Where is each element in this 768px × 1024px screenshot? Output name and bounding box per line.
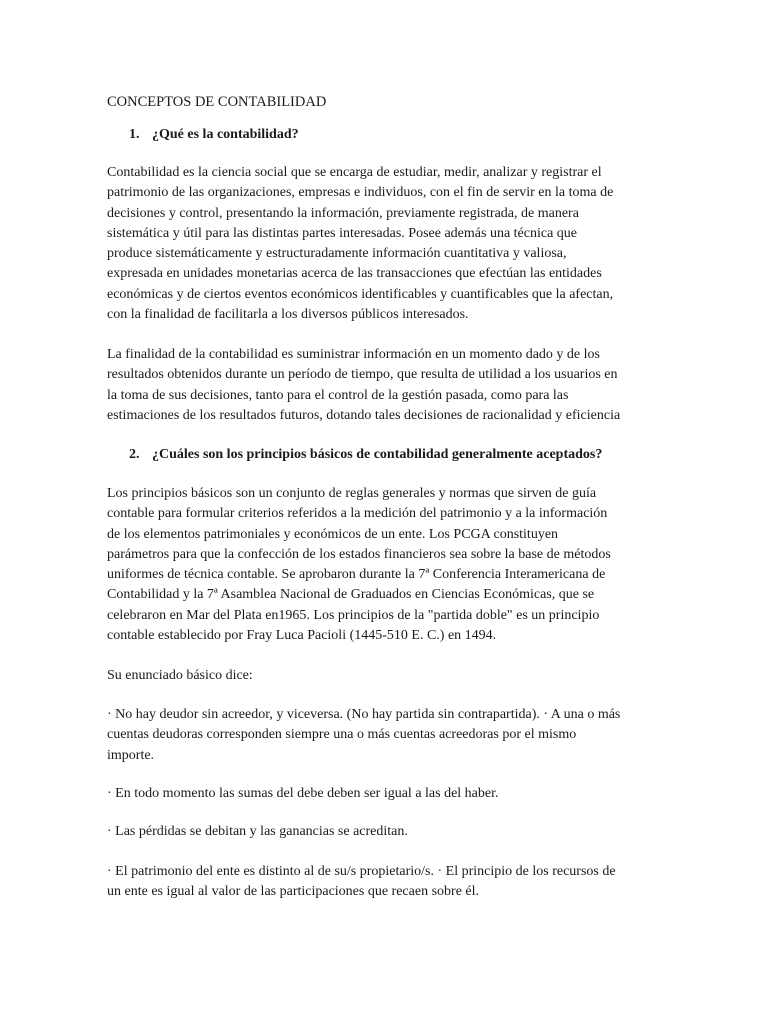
section-heading-2 — [129, 445, 602, 465]
section-number: 2. — [129, 447, 140, 462]
text-line: sistemática y útil para las distintas partes interesadas. Posee además una técnica que — [107, 225, 578, 241]
bullet-paragraph — [107, 862, 667, 903]
document-title: CONCEPTOS DE CONTABILIDAD — [107, 94, 327, 110]
text-line: con la finalidad de facilitarla a los diversos públicos interesados. — [107, 307, 469, 323]
section-number: 1. — [129, 127, 140, 142]
text-line: Contabilidad es la ciencia social que se encarga de estudiar, medir, analizar y registrar el — [107, 165, 602, 180]
bullet-paragraph — [107, 822, 667, 842]
bullet-paragraph — [107, 705, 667, 766]
bullet-paragraph — [107, 784, 667, 804]
text-line: · El patrimonio del ente es distinto al de su/s propietario/s. · El principio de los recursos de — [107, 864, 616, 879]
paragraph — [107, 484, 667, 646]
text-line: · No hay deudor sin acreedor, y viceversa. (No hay partida sin contrapartida). · A una o más — [107, 707, 621, 722]
text-line: contable establecido por Fray Luca Pacioli (1445-510 E. C.) en 1494. — [107, 628, 497, 644]
text-line: Su enunciado básico dice: — [107, 668, 253, 683]
text-line: la toma de sus decisiones, tanto para el control de la gestión pasada, como para las — [107, 387, 569, 403]
text-line: · En todo momento las sumas del debe deben ser igual a las del haber. — [107, 786, 499, 801]
paragraph — [107, 345, 667, 426]
text-line: cuentas deudoras corresponden siempre una o más cuentas acreedoras por el mismo — [107, 727, 577, 743]
text-line: Los principios básicos son un conjunto de reglas generales y normas que sirven de guía — [107, 486, 597, 501]
text-line: un ente es igual al valor de las participaciones que recaen sobre él. — [107, 884, 480, 900]
text-line: uniformes de técnica contable. Se aprobaron durante la 7ª Conferencia Interamericana de — [107, 567, 606, 583]
text-line: La finalidad de la contabilidad es suministrar información en un momento dado y de los — [107, 347, 600, 362]
paragraph — [107, 163, 667, 325]
section-heading-1 — [129, 125, 299, 145]
text-line: expresada en unidades monetarias acerca de las transacciones que efectúan las entidades — [107, 266, 602, 282]
section-heading-text: ¿Cuáles son los principios básicos de contabilidad generalmente aceptados? — [152, 447, 603, 462]
text-line: resultados obtenidos durante un período de tiempo, que resulta de utilidad a los usuarios en — [107, 367, 618, 383]
text-line: celebraron en Mar del Plata en1965. Los principios de la "partida doble" es un principio — [107, 607, 600, 623]
text-line: parámetros para que la confección de los estados financieros sea sobre la base de métodos — [107, 546, 611, 562]
text-line: Contabilidad y la 7ª Asamblea Nacional de Graduados en Ciencias Económicas, que se — [107, 587, 595, 603]
text-line: importe. — [107, 747, 155, 763]
text-line: de los elementos patrimoniales y económicos de un ente. Los PCGA constituyen — [107, 526, 559, 542]
text-line: económicas y de ciertos eventos económicos identificables y cuantificables que la afectan, — [107, 286, 614, 302]
text-line: patrimonio de las organizaciones, empresas e individuos, con el fin de servir en la toma de — [107, 185, 614, 201]
paragraph — [107, 666, 667, 686]
text-line: decisiones y control, presentando la información, previamente registrada, de manera — [107, 205, 579, 221]
section-heading-text: ¿Qué es la contabilidad? — [152, 127, 299, 142]
text-line: produce sistemáticamente y estructuradamente información cuantitativa y valiosa, — [107, 246, 567, 262]
text-line: · Las pérdidas se debitan y las ganancias se acreditan. — [107, 824, 408, 839]
text-line: estimaciones de los resultados futuros, dotando tales decisiones de racionalidad y eficiencia — [107, 407, 621, 423]
text-line: contable para formular criterios referidos a la medición del patrimonio y a la información — [107, 506, 608, 522]
